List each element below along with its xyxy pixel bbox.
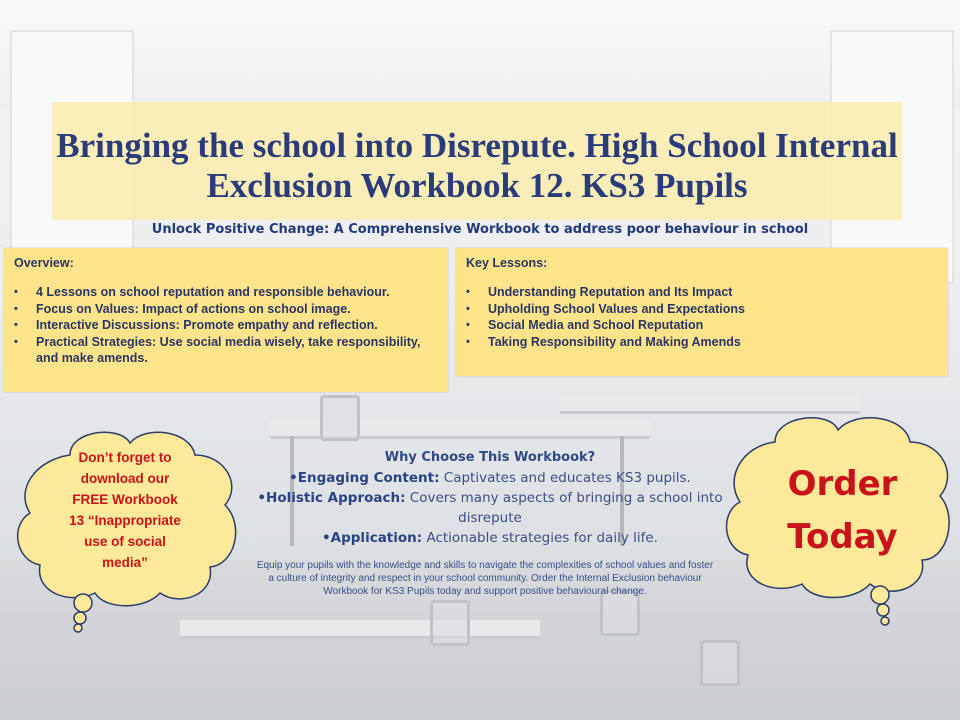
list-item: • Understanding Reputation and Its Impact xyxy=(488,284,940,301)
free-workbook-callout[interactable] xyxy=(10,425,245,635)
list-item: • Upholding School Values and Expectations xyxy=(488,301,940,318)
callout-line: Today xyxy=(787,517,898,557)
chair xyxy=(700,640,740,686)
why-heading: Why Choose This Workbook? xyxy=(384,450,596,465)
key-lessons-heading: Key Lessons: xyxy=(466,256,548,270)
order-today-callout[interactable] xyxy=(720,410,958,630)
why-point xyxy=(225,528,755,548)
key-lessons-list xyxy=(456,284,948,350)
list-item: • Interactive Discussions: Promote empathy and reflection. xyxy=(36,317,440,334)
callout-line: media” xyxy=(102,555,148,570)
key-lessons-panel xyxy=(456,248,948,376)
callout-line: download our xyxy=(80,471,170,486)
callout-line: Order xyxy=(787,464,898,504)
why-point-text: Captivates and educates KS3 pupils. xyxy=(439,470,691,486)
why-point-label: •Application: xyxy=(322,530,423,546)
subtitle: Unlock Positive Change: A Comprehensive Workbook to address poor behaviour in school xyxy=(151,222,809,237)
free-workbook-text xyxy=(40,447,210,573)
ceiling xyxy=(0,0,960,110)
order-today-text xyxy=(750,458,935,564)
why-point-label: •Holistic Approach: xyxy=(257,490,406,506)
list-item: • 4 Lessons on school reputation and responsible behaviour. xyxy=(36,284,440,301)
overview-heading: Overview: xyxy=(14,256,74,270)
list-item: • Social Media and School Reputation xyxy=(488,317,940,334)
why-point xyxy=(225,488,755,528)
why-choose-section xyxy=(225,448,755,548)
list-item: • Taking Responsibility and Making Amends xyxy=(488,334,940,351)
callout-line: use of social xyxy=(84,534,166,549)
callout-line: Don’t forget to xyxy=(78,450,172,465)
overview-panel xyxy=(4,248,448,392)
list-item: • Focus on Values: Impact of actions on school image. xyxy=(36,301,440,318)
chair xyxy=(320,395,360,441)
description-blurb: Equip your pupils with the knowledge and skills to navigate the complexities of school values and foster a culture of integrity and respect in your school community. Order the Internal Exclusion behaviour Workbook for KS3 Pupils today and support positive behavioural change. xyxy=(256,560,714,597)
chair xyxy=(430,600,470,646)
page-title: Bringing the school into Disrepute. High School Internal Exclusion Workbook 12. KS3 Pupils xyxy=(56,126,898,205)
callout-line: 13 “Inappropriate xyxy=(69,513,181,528)
list-item: • Practical Strategies: Use social media wisely, take responsibility, and make amends. xyxy=(36,334,440,367)
callout-line: FREE Workbook xyxy=(72,492,178,507)
why-point-text: Actionable strategies for daily life. xyxy=(422,530,658,546)
why-point-label: •Engaging Content: xyxy=(289,470,440,486)
why-point xyxy=(225,468,755,488)
overview-list xyxy=(4,284,448,367)
why-point-text: Covers many aspects of bringing a school into disrepute xyxy=(405,490,723,526)
